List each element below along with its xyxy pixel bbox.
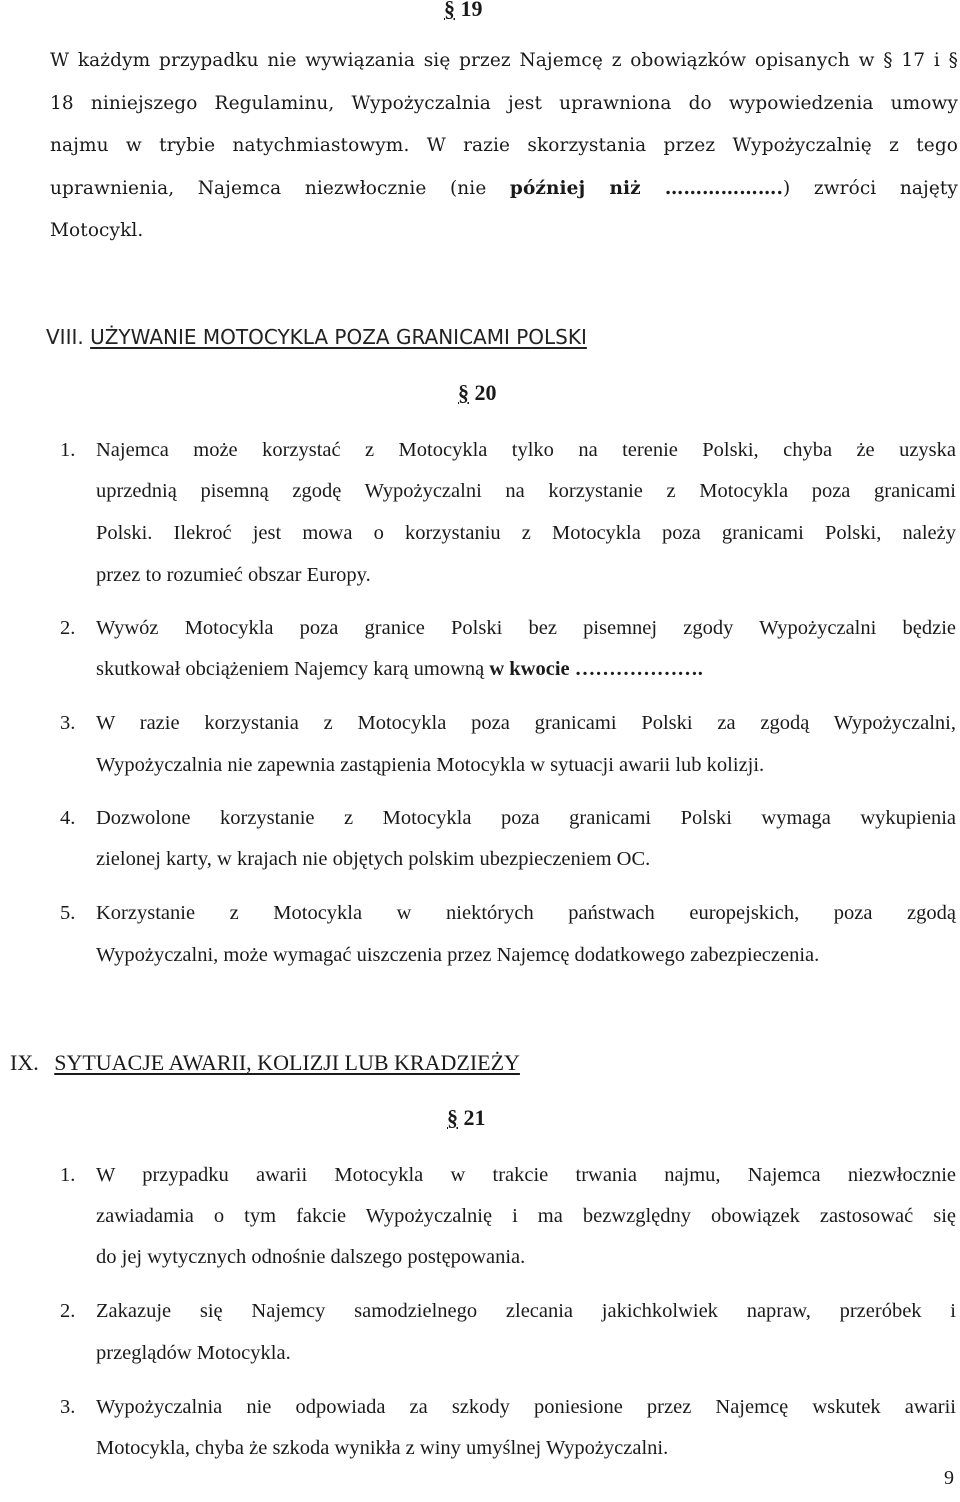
sec20-item-1-line-1: Najemca może korzystać z Motocykla tylko na terenie Polski, chyba że uzyska [96,439,956,461]
sec20-item-1-line-3: Polski. Ilekroć jest mowa o korzystaniu z Motocykla poza granicami Polski, należy [96,522,956,544]
sec19-line-4-pre: uprawnienia, Najemca niezwłocznie (nie [50,178,510,199]
section-20-heading [458,380,497,406]
sec21-item-2-line-2: przeglądów Motocykla. [96,1342,291,1364]
sec21-item-3-number: 3. [60,1396,76,1418]
section-number: 21 [463,1105,486,1130]
sec20-item-5-number: 5. [60,902,76,924]
page-number: 9 [944,1467,954,1489]
sec20-item-4-number: 4. [60,807,76,829]
sec20-item-2-line-2 [96,657,703,681]
sec21-item-1-line-1: W przypadku awarii Motocykla w trakcie trwania najmu, Najemca niezwłocznie [96,1164,956,1186]
sec19-deadline-placeholder: później niż ………………. [509,178,783,199]
sec19-line-2: 18 niniejszego Regulaminu, Wypożyczalnia jest uprawniona do wypowiedzenia umowy [50,93,958,114]
sec20-item-1-number: 1. [60,439,76,461]
section-21-heading [447,1105,486,1131]
sec20-item-3-line-2: Wypożyczalnia nie zapewnia zastąpienia Motocykla w sytuacji awarii lub kolizji. [96,754,765,776]
sec21-item-1-number: 1. [60,1164,76,1186]
sec20-item-3-number: 3. [60,712,76,734]
sec20-item-2-line-2-pre: skutkował obciążeniem Najemcy karą umowną [96,658,490,680]
sec20-item-2-line-1: Wywóz Motocykla poza granice Polski bez pisemnej zgody Wypożyczalni będzie [96,617,956,639]
chapter-8-title: UŻYWANIE MOTOCYKLA POZA GRANICAMI POLSKI [90,325,587,349]
sec20-penalty-amount-placeholder: w kwocie ………………. [489,658,703,680]
chapter-9-title: SYTUACJE AWARII, KOLIZJI LUB KRADZIEŻY [54,1050,520,1075]
sec21-item-3-line-1: Wypożyczalnia nie odpowiada za szkody poniesione przez Najemcę wskutek awarii [96,1396,956,1418]
paragraph-symbol: § [458,380,469,405]
sec21-item-1-line-3: do jej wytycznych odnośnie dalszego postępowania. [96,1246,526,1268]
sec21-item-1-line-2: zawiadamia o tym fakcie Wypożyczalnię i ma bezwzględny obowiązek zastosować się [96,1205,956,1227]
sec20-item-5-line-1: Korzystanie z Motocykla w niektórych państwach europejskich, poza zgodą [96,902,956,924]
sec21-item-2-line-1: Zakazuje się Najemcy samodzielnego zlecania jakichkolwiek napraw, przeróbek i [96,1300,956,1322]
chapter-9-heading [10,1051,520,1075]
sec19-line-1: W każdym przypadku nie wywiązania się przez Najemcę z obowiązków opisanych w § 17 i § [50,50,958,71]
sec21-item-2-number: 2. [60,1300,76,1322]
sec20-item-4-line-2: zielonej karty, w krajach nie objętych polskim ubezpieczeniem OC. [96,848,651,870]
sec20-item-3-line-1: W razie korzystania z Motocykla poza granicami Polski za zgodą Wypożyczalni, [96,712,956,734]
sec21-item-3-line-2: Motocykla, chyba że szkoda wynikła z winy umyślnej Wypożyczalni. [96,1437,669,1459]
paragraph-symbol: § [444,0,455,21]
section-19-heading [444,0,483,22]
sec20-item-1-line-4: przez to rozumieć obszar Europy. [96,564,371,586]
sec20-item-1-line-2: uprzednią pisemną zgodę Wypożyczalni na korzystanie z Motocykla poza granicami [96,480,956,502]
chapter-8-heading [46,325,587,349]
paragraph-symbol: § [447,1105,458,1130]
sec19-line-4-post: ) zwróci najęty [783,178,958,199]
sec19-line-3: najmu w trybie natychmiastowym. W razie skorzystania przez Wypożyczalnię z tego [50,135,958,156]
chapter-9-roman: IX. [10,1050,39,1075]
sec19-line-5: Motocykl. [50,220,144,241]
section-number: 19 [460,0,483,21]
sec20-item-5-line-2: Wypożyczalni, może wymagać uiszczenia przez Najemcę dodatkowego zabezpieczenia. [96,944,820,966]
sec20-item-2-number: 2. [60,617,76,639]
chapter-8-roman: VIII. [46,325,84,349]
section-number: 20 [474,380,497,405]
sec20-item-4-line-1: Dozwolone korzystanie z Motocykla poza granicami Polski wymaga wykupienia [96,807,956,829]
sec19-line-4 [50,177,958,201]
